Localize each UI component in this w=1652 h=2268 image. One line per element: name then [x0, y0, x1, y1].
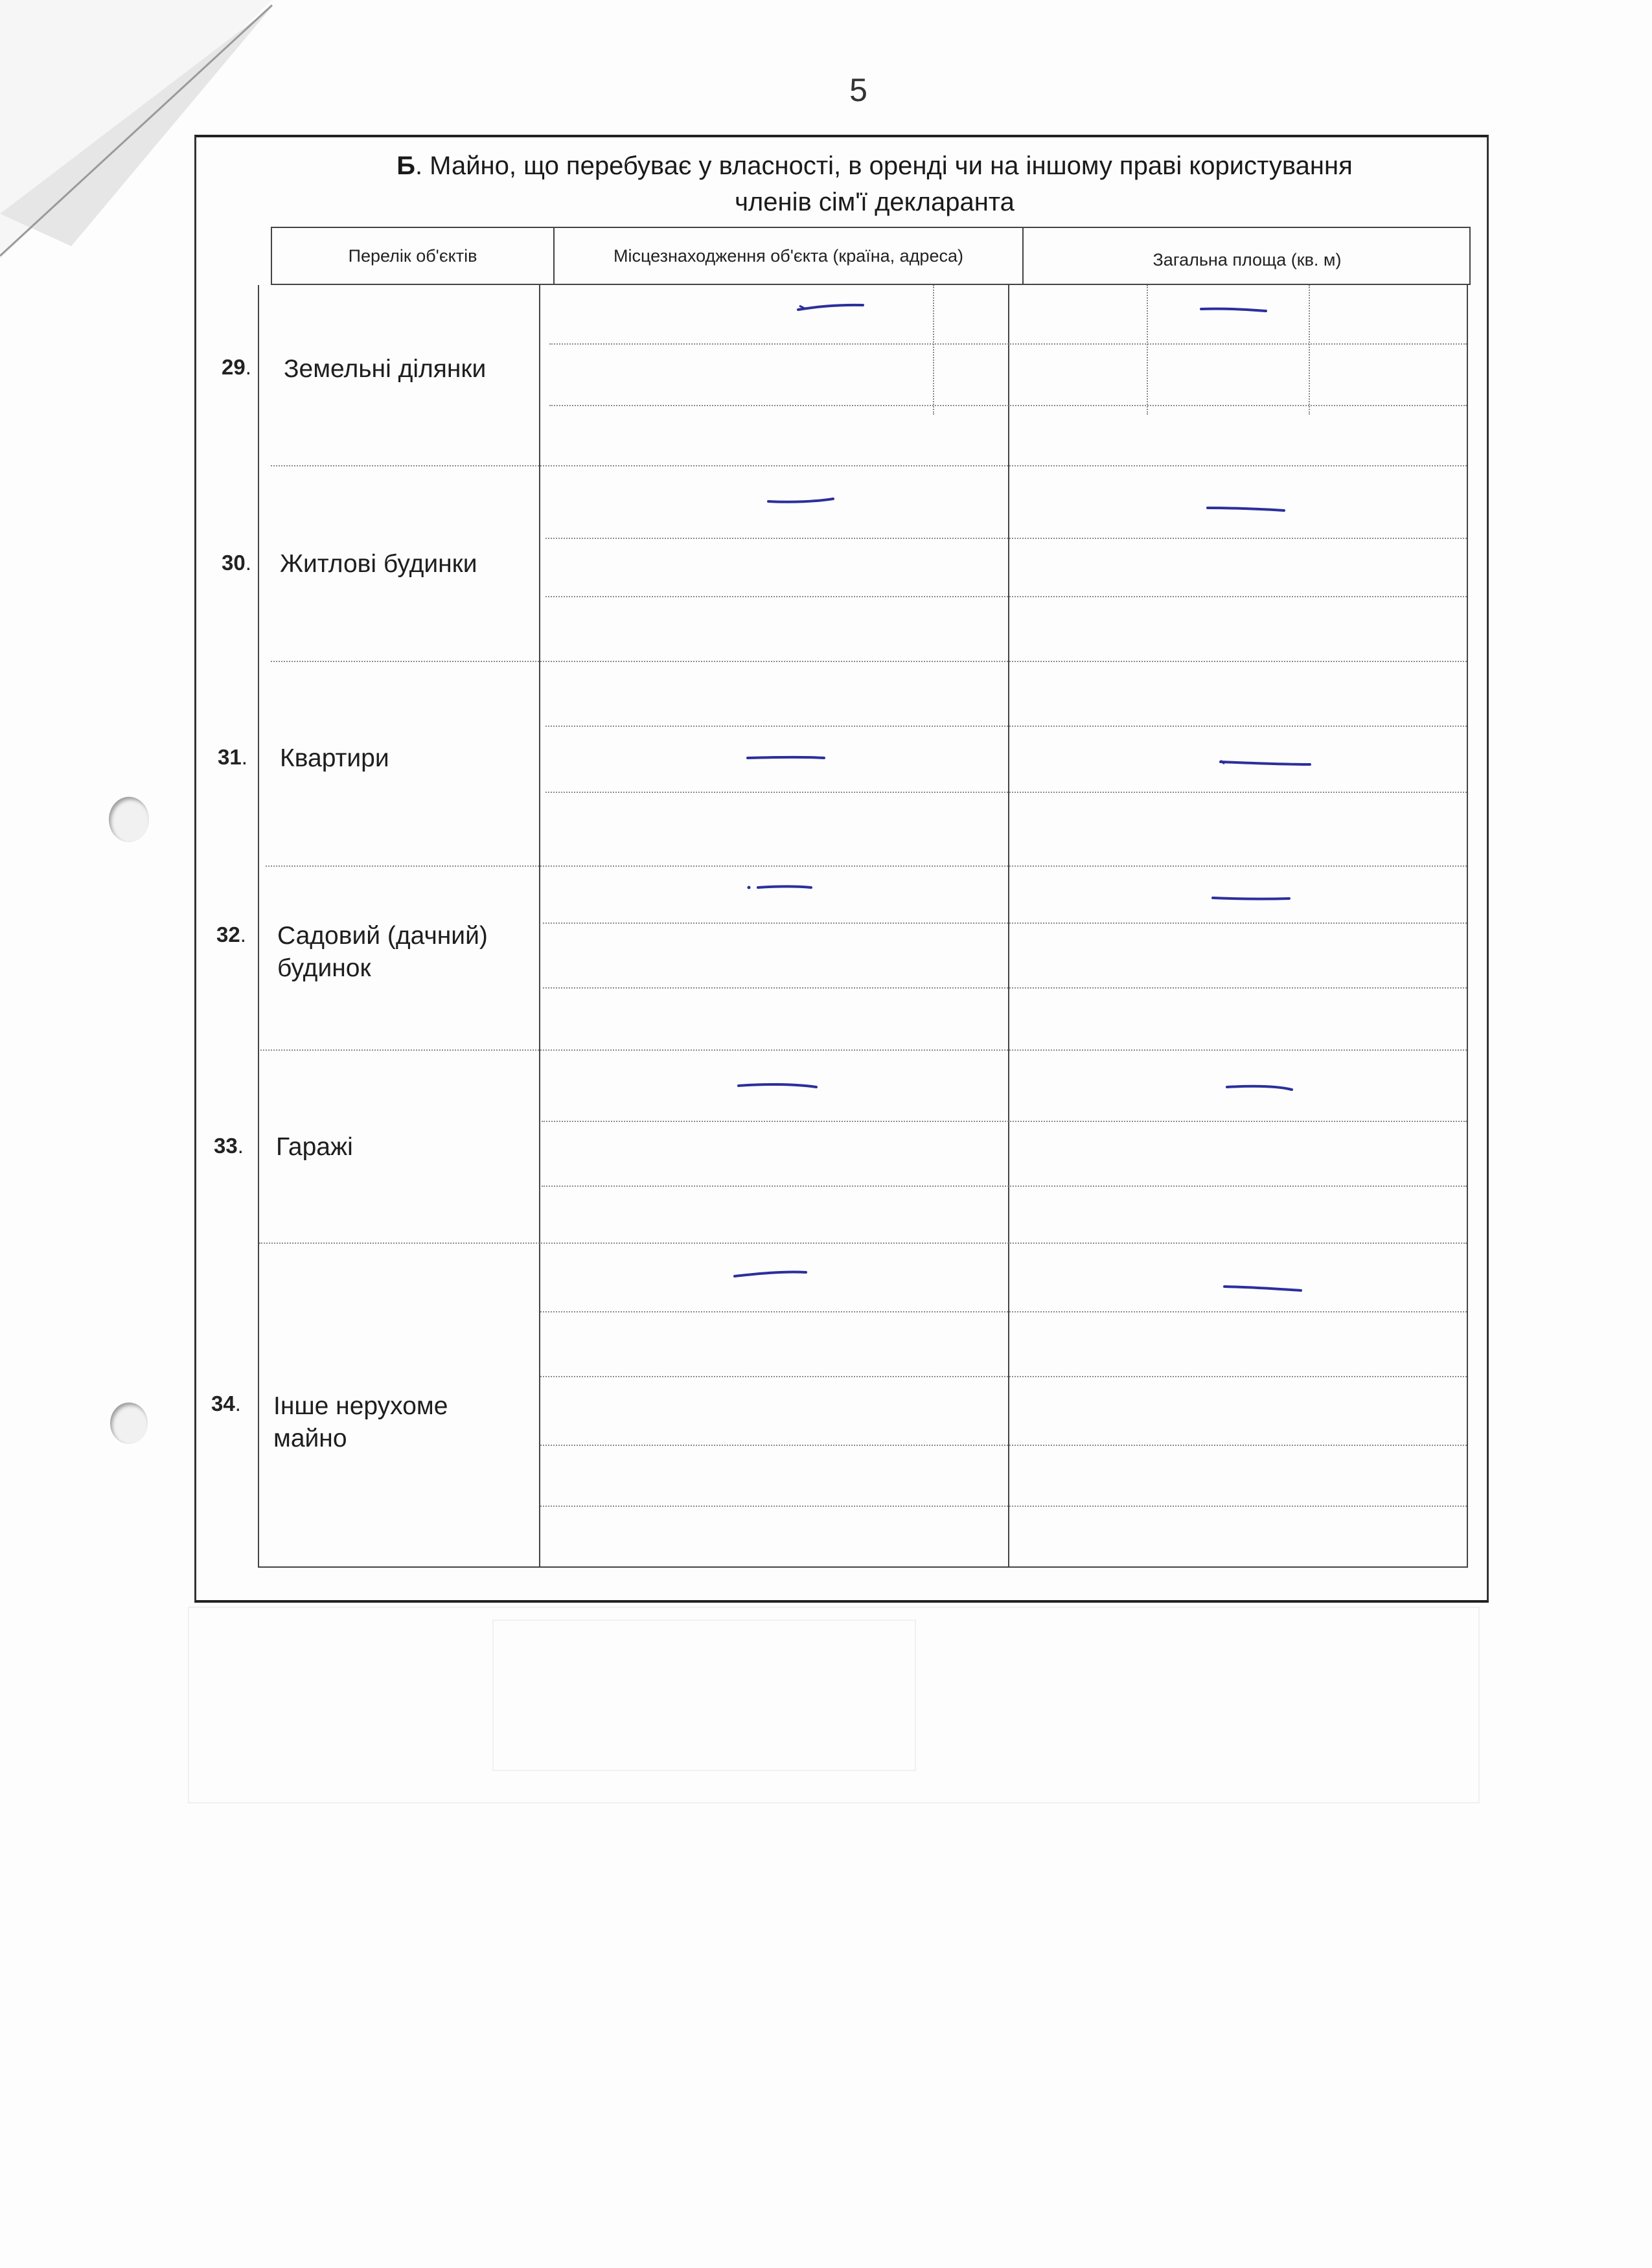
row-number-value: 31 [218, 745, 242, 769]
row-29-area-value [1211, 295, 1218, 302]
row-30-label: Житлові будинки [280, 550, 477, 578]
table-bottom-border [258, 1566, 1468, 1568]
sub-row-line [542, 1186, 1467, 1187]
row-33-location-dash [736, 1078, 820, 1094]
row-29-location-dash [796, 299, 867, 314]
sub-row-line [540, 1506, 1467, 1507]
header-divider-2 [1022, 228, 1024, 284]
row-number-dot: . [241, 745, 247, 769]
row-number-value: 29 [222, 355, 246, 379]
row-separator [259, 1243, 1467, 1244]
punch-hole-top [109, 797, 149, 842]
row-30-number [222, 551, 251, 575]
sub-row-line [540, 1376, 1467, 1377]
row-29-area-dash [1199, 304, 1270, 316]
row-number-dot: . [235, 1392, 241, 1415]
row-32-location-dash [745, 881, 816, 894]
row-33-number [214, 1134, 244, 1158]
sub-column-line [933, 285, 934, 415]
sub-row-line [545, 792, 1467, 793]
sub-column-line [1309, 285, 1310, 415]
sub-row-line [545, 538, 1467, 539]
row-number-value: 32 [216, 922, 240, 946]
row-32-area-dash [1210, 893, 1294, 906]
table-header [271, 227, 1471, 285]
row-number-value: 33 [214, 1134, 238, 1158]
row-34-label: Інше нерухоме майно [273, 1392, 448, 1452]
header-area: Загальна площа (кв. м) [1153, 249, 1342, 269]
row-separator [271, 465, 1467, 466]
row-34-area-dash [1222, 1281, 1306, 1297]
row-separator [271, 661, 1467, 662]
punch-hole-bottom [110, 1403, 148, 1444]
row-30-location-dash [766, 494, 837, 507]
sub-row-line [542, 1121, 1467, 1122]
row-34-number [211, 1392, 241, 1416]
header-objects: Перелік об'єктів [348, 246, 477, 266]
sub-column-line [1147, 285, 1148, 415]
row-33-area-dash [1224, 1081, 1296, 1096]
bleed-through-column [492, 1620, 916, 1771]
row-31-number [218, 745, 247, 770]
table-left-border [258, 285, 259, 1568]
row-number-dot: . [245, 551, 251, 575]
section-title [363, 148, 1386, 220]
sub-row-line [549, 405, 1467, 406]
header-location: Місцезнаходження об'єкта (країна, адреса) [614, 246, 963, 266]
row-32-number [216, 922, 246, 947]
row-33-label: Гаражі [276, 1133, 353, 1161]
sub-row-line [543, 922, 1467, 924]
row-number-dot: . [240, 922, 246, 946]
section-title-line2: членів сім'ї декларанта [735, 188, 1015, 216]
section-letter: Б [396, 152, 415, 180]
page-number: 5 [849, 72, 867, 108]
row-31-location-dash [745, 751, 829, 764]
column-divider-1 [539, 285, 540, 1568]
sub-row-line [549, 343, 1467, 345]
column-divider-2 [1008, 285, 1009, 1568]
row-31-label: Квартири [280, 744, 389, 772]
row-29-number [222, 355, 251, 380]
section-title-line1: . Майно, що перебуває у власності, в оренді чи на іншому праві користування [415, 152, 1353, 180]
row-31-area-dash [1218, 757, 1315, 770]
row-30-area-dash [1205, 503, 1289, 516]
sub-row-line [540, 1311, 1467, 1312]
sub-row-line [540, 1445, 1467, 1446]
sub-row-line [545, 596, 1467, 597]
row-number-dot: . [237, 1134, 244, 1158]
row-32-label: Садовий (дачний) будинок [277, 922, 488, 982]
row-separator [260, 1049, 1467, 1051]
header-divider-1 [553, 228, 555, 284]
row-number-value: 34 [211, 1392, 235, 1415]
row-number-dot: . [245, 355, 251, 379]
sub-row-line [545, 726, 1467, 727]
row-34-location-dash [732, 1266, 810, 1281]
row-separator [266, 865, 1467, 867]
row-number-value: 30 [222, 551, 246, 575]
row-29-label: Земельні ділянки [284, 355, 487, 383]
sub-row-line [543, 987, 1467, 989]
table-right-border [1467, 285, 1468, 1568]
